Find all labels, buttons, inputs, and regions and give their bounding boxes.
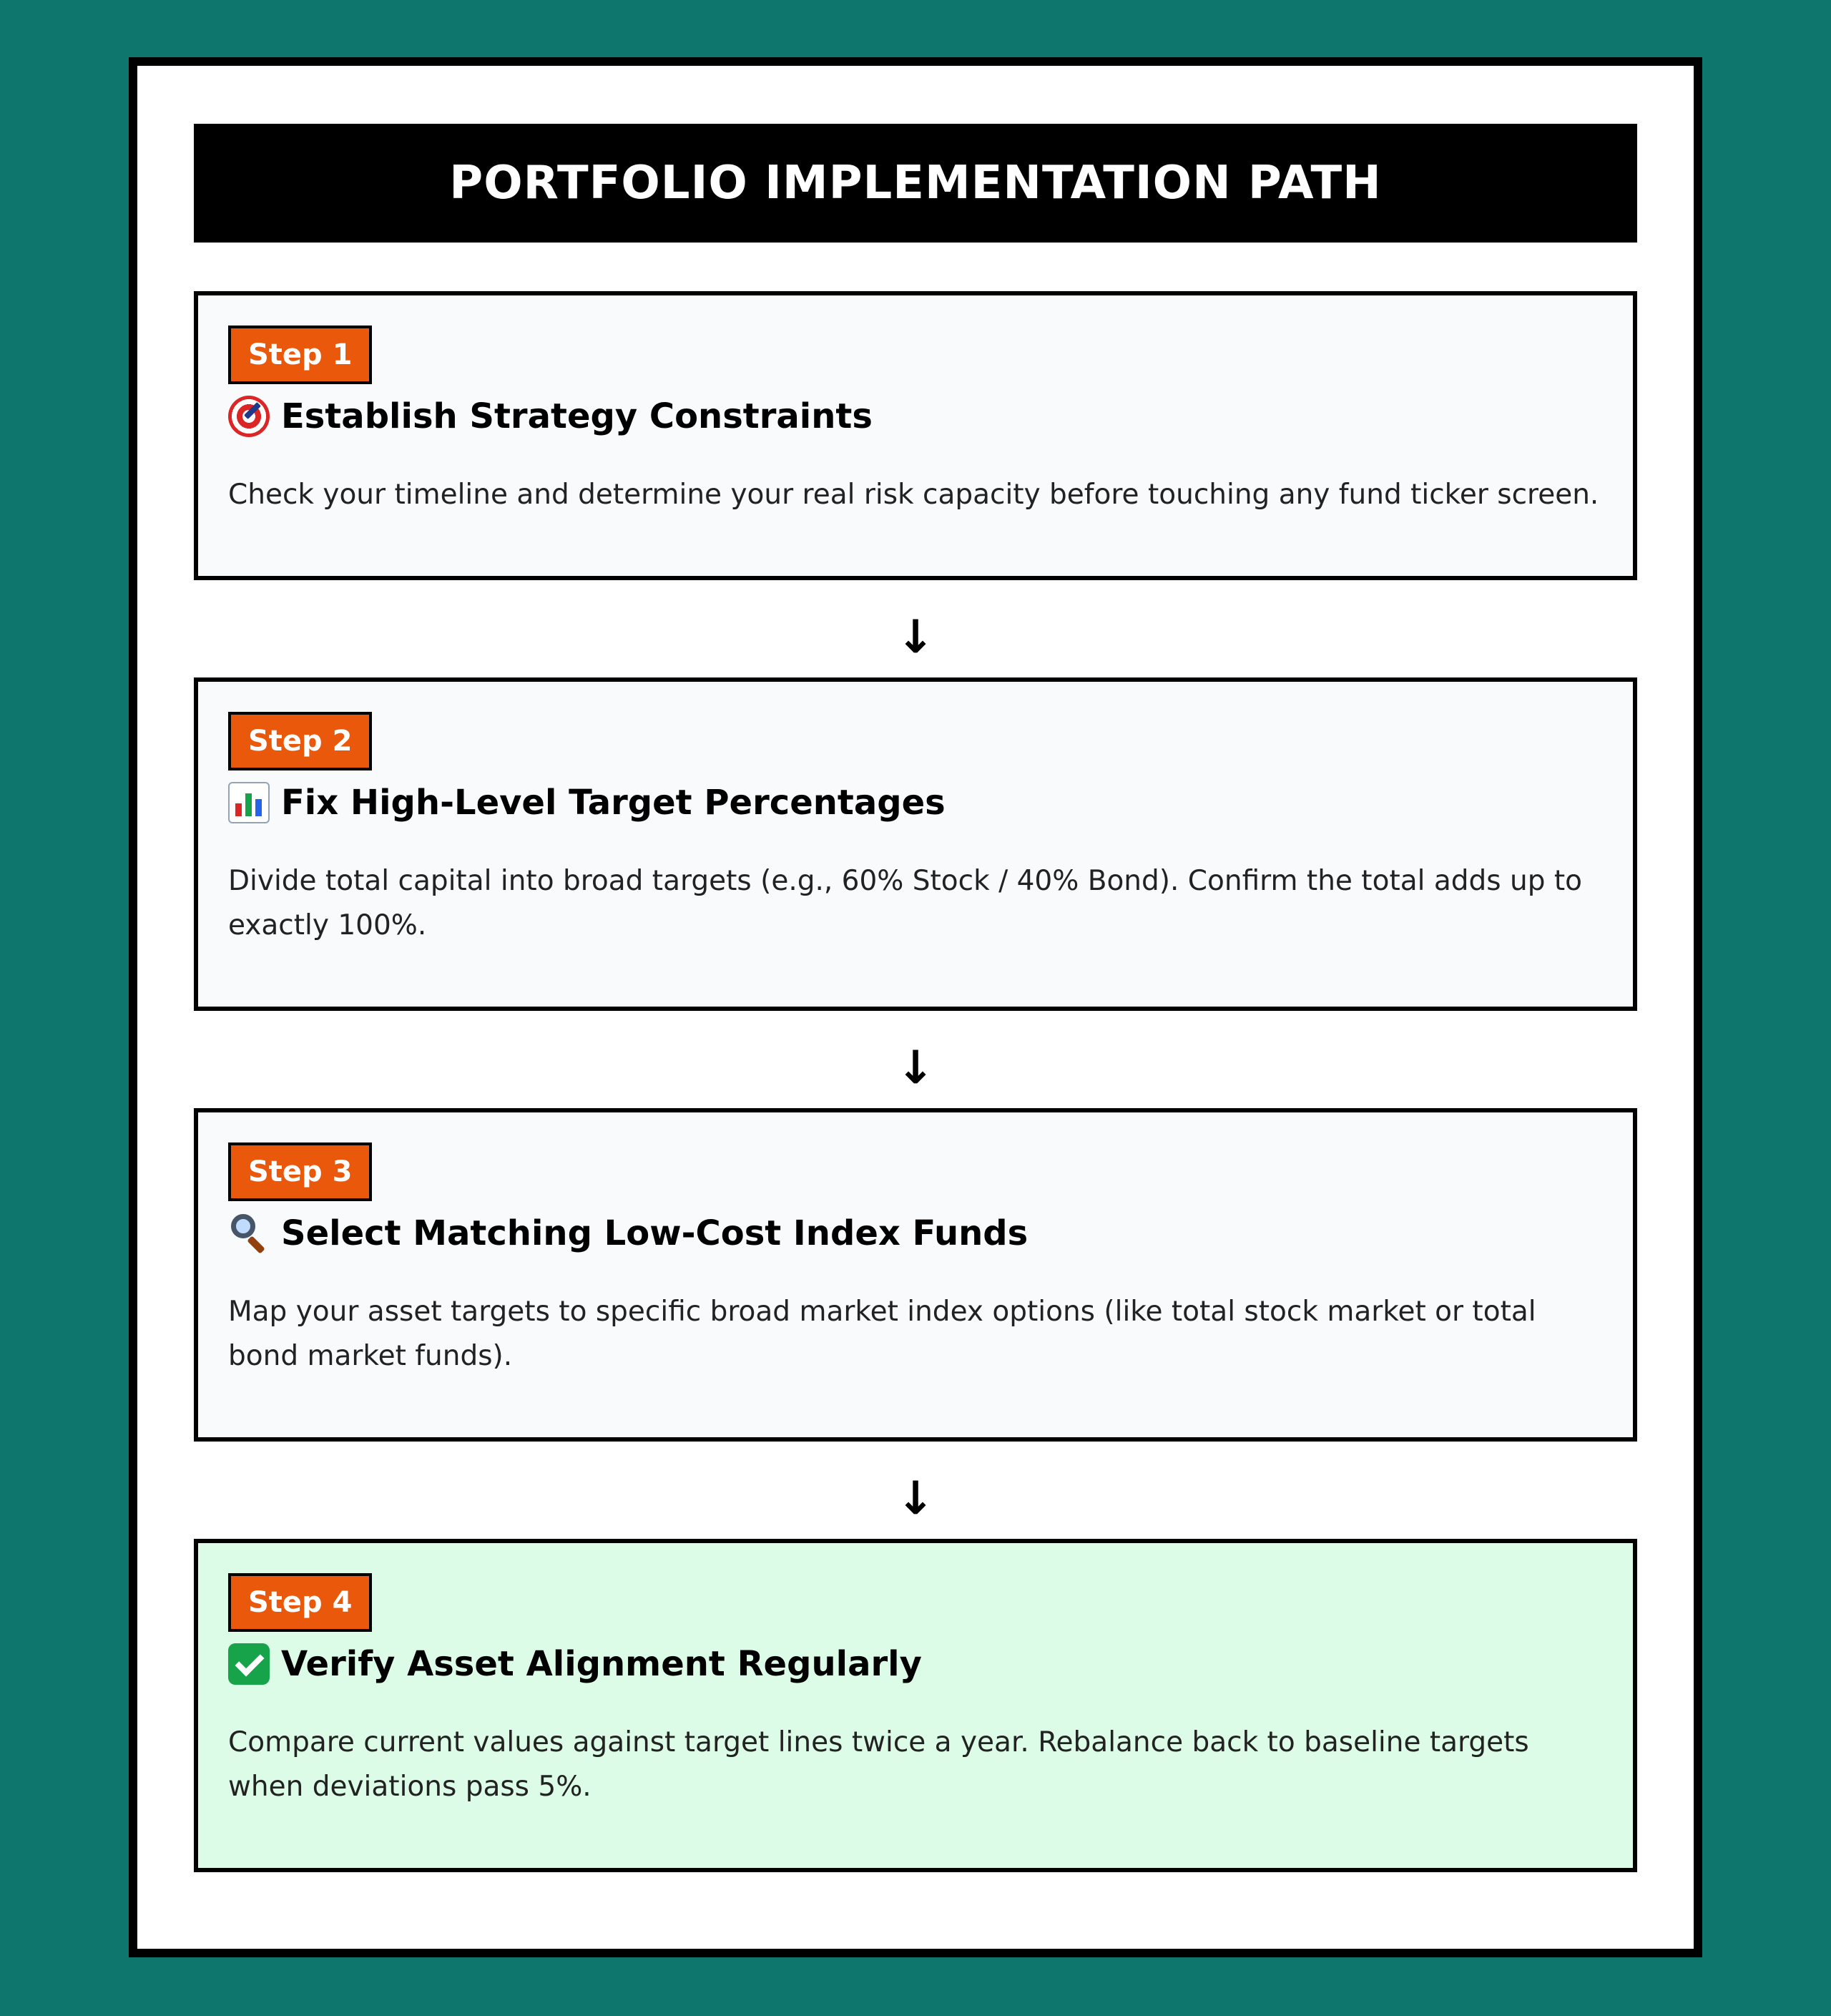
step-badge: Step 3 (228, 1142, 372, 1201)
step-badge: Step 1 (228, 326, 372, 384)
step-badge: Step 4 (228, 1573, 372, 1632)
step-title-text: Select Matching Low-Cost Index Funds (281, 1213, 1029, 1253)
down-arrow-icon: ↓ (896, 1472, 935, 1525)
step-title-text: Fix High-Level Target Percentages (281, 783, 946, 823)
step-description: Map your asset targets to specific broad market index options (like total stock market or total bond market funds). (228, 1296, 1536, 1372)
step-description: Divide total capital into broad targets (e.g., 60% Stock / 40% Bond). Confirm the total adds up to exactly 100%. (228, 865, 1583, 941)
step-1-box (194, 291, 1637, 580)
step-description: Check your timeline and determine your real risk capacity before touching any fund ticker screen. (228, 479, 1599, 511)
bar-chart-icon (228, 782, 270, 823)
step-title-text: Establish Strategy Constraints (281, 396, 873, 436)
step-title (228, 1643, 922, 1685)
step-badge: Step 2 (228, 712, 372, 770)
down-arrow-icon: ↓ (896, 1042, 935, 1095)
down-arrow-icon: ↓ (896, 611, 935, 664)
step-title (228, 1213, 1028, 1254)
step-title (228, 396, 873, 437)
target-icon (228, 396, 270, 437)
diagram-card (129, 57, 1702, 1957)
step-description: Compare current values against target lines twice a year. Rebalance back to baseline targets when deviations pass 5%. (228, 1726, 1529, 1803)
page-title: PORTFOLIO IMPLEMENTATION PATH (194, 124, 1637, 243)
step-4-box (194, 1539, 1637, 1872)
step-2-box (194, 677, 1637, 1011)
step-3-box (194, 1108, 1637, 1442)
step-title-text: Verify Asset Alignment Regularly (281, 1644, 922, 1684)
step-title (228, 782, 946, 823)
magnifying-glass-icon (228, 1213, 270, 1254)
check-mark-icon (228, 1643, 270, 1685)
